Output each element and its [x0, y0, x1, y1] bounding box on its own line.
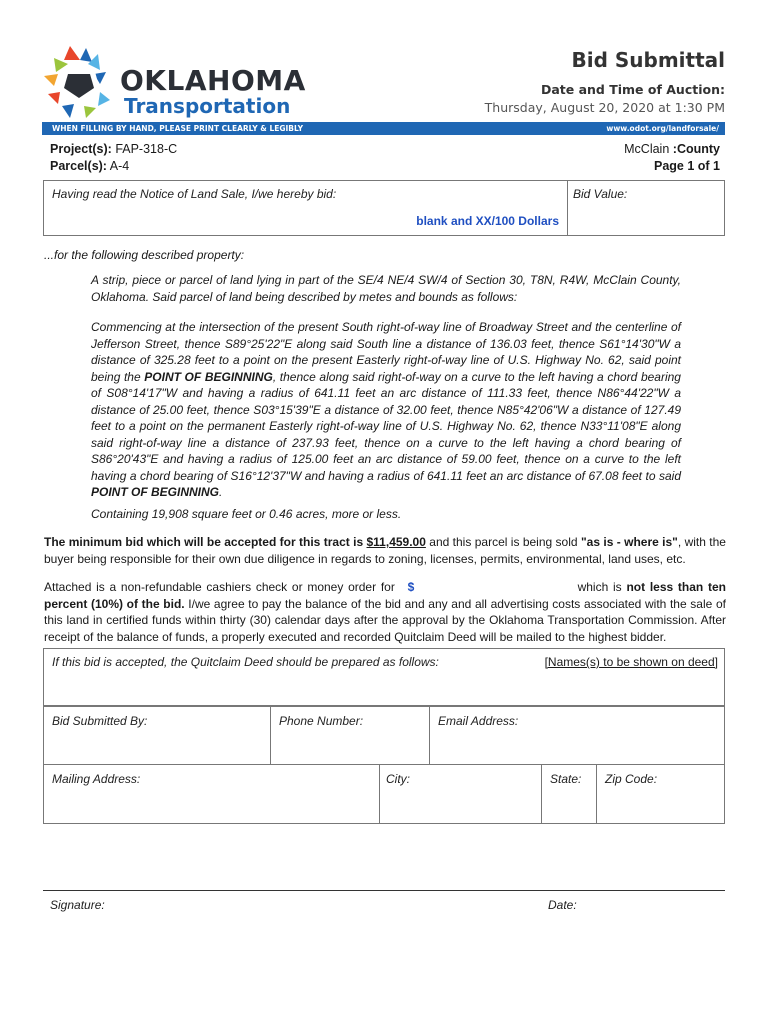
email-address-label: Email Address:	[438, 714, 519, 728]
deed-names-box[interactable]	[43, 648, 725, 706]
attachment-terms: Attached is a non-refundable cashiers check or money order for $ which is not less than ten percent (10%) of the bid. I/we agree to pay the balance of the bid and any and all advertising costs associated with the sale of this land in certified funds within thirty (30) calendar days after the approval by the Oklahoma Transportation Commission. After receipt of the balance of funds, a properly executed and recorded Quitclaim Deed will be mailed to the highest bidder.	[44, 580, 726, 644]
bid-submitted-by-field[interactable]	[43, 706, 271, 765]
bid-amount-text[interactable]: blank and XX/100 Dollars	[416, 214, 559, 228]
county-info	[624, 141, 720, 175]
state-label: State:	[550, 772, 582, 786]
parcels-label: Parcel(s):	[50, 159, 107, 173]
date-label: Date:	[548, 898, 577, 912]
instruction-bar	[42, 122, 725, 135]
zip-code-label: Zip Code:	[605, 772, 658, 786]
auction-datetime: Thursday, August 20, 2020 at 1:30 PM	[484, 100, 725, 115]
deed-label: If this bid is accepted, the Quitclaim Deed should be prepared as follows:	[52, 655, 439, 669]
phone-number-label: Phone Number:	[279, 714, 364, 728]
email-address-field[interactable]	[429, 706, 725, 765]
logo-transportation-text: Transportation	[124, 94, 291, 118]
property-intro: ...for the following described property:	[44, 248, 245, 262]
website-link[interactable]: www.odot.org/landforsale/	[606, 124, 719, 133]
property-strip: A strip, piece or parcel of land lying in part of the SE/4 NE/4 SW/4 of Section 30, T8N, R4W, McClain County, Oklahoma. Said parcel of land being described by metes and bounds as follows:	[91, 273, 681, 304]
projects-value: FAP-318-C	[115, 142, 178, 156]
bid-statement: Having read the Notice of Land Sale, I/we hereby bid:	[52, 187, 337, 201]
bid-statement-box	[43, 180, 568, 236]
county-name: McClain	[624, 142, 670, 156]
city-field[interactable]	[379, 764, 542, 824]
bid-value-label: Bid Value:	[573, 187, 628, 201]
mailing-address-label: Mailing Address:	[52, 772, 141, 786]
check-amount-field[interactable]: $	[407, 580, 415, 594]
bid-submitted-by-label: Bid Submitted By:	[52, 714, 148, 728]
page-number: Page 1 of 1	[654, 159, 720, 173]
odot-logo	[40, 44, 306, 120]
property-description: Commencing at the intersection of the present South right-of-way line of Broadway Street and the centerline of Jefferson Street, thence S89°25'22"E along said South line a distance of 136.03 feet, thence S61°14'30"W a distance of 325.28 feet to a point on the present Easterly right-of-way line of U.S. Highway No. 62, said point being the POINT OF BEGINNING, thence along said right-of-way on a curve to the left having a chord bearing of S08°14'17"W and having a radius of 641.11 feet an arc distance of 111.33 feet, thence N86°44'22"W a distance of 25.00 feet, thence S03°15'39"E a distance of 32.00 feet, thence N85°42'06"W a distance of 127.49 feet to a point on the permanent Easterly right-of-way line of U.S. Highway No. 62, thence N33°11'08"E along said right-of-way line a distance of 237.93 feet, thence on a curve to the left having a chord bearing of S86°20'43"E and having a radius of 125.00 feet an arc distance of 59.00 feet, thence on a curve to the left having a chord bearing of S16°12'37"W and having a radius of 641.11 feet an arc distance of 67.08 feet to said POINT OF BEGINNING.	[91, 320, 681, 499]
zip-code-field[interactable]	[596, 764, 725, 824]
minimum-bid-terms: The minimum bid which will be accepted for this tract is $11,459.00 and this parcel is being sold "as is - where is", with the buyer being responsible for their own due diligence in regards to zoning, licenses, permits, environmental, land uses, etc.	[44, 535, 726, 566]
bid-value-box[interactable]	[567, 180, 725, 236]
oklahoma-star-logo-icon	[40, 44, 118, 120]
phone-number-field[interactable]	[270, 706, 430, 765]
signature-line[interactable]	[43, 890, 725, 891]
deed-names-hint: [Names(s) to be shown on deed]	[544, 655, 718, 669]
state-field[interactable]	[541, 764, 597, 824]
parcels-value: A-4	[109, 159, 130, 173]
city-label: City:	[386, 772, 410, 786]
county-label: :County	[672, 142, 720, 156]
project-info	[50, 141, 177, 175]
minimum-bid-value: $11,459.00	[366, 535, 426, 549]
print-instruction: WHEN FILLING BY HAND, PLEASE PRINT CLEARLY & LEGIBLY	[52, 124, 304, 133]
auction-label: Date and Time of Auction:	[540, 82, 725, 97]
property-area: Containing 19,908 square feet or 0.46 acres, more or less.	[91, 507, 402, 521]
mailing-address-field[interactable]	[43, 764, 380, 824]
page-title: Bid Submittal	[571, 48, 725, 72]
logo-oklahoma-text: OKLAHOMA	[120, 64, 306, 97]
projects-label: Project(s):	[50, 142, 112, 156]
signature-label: Signature:	[50, 898, 105, 912]
